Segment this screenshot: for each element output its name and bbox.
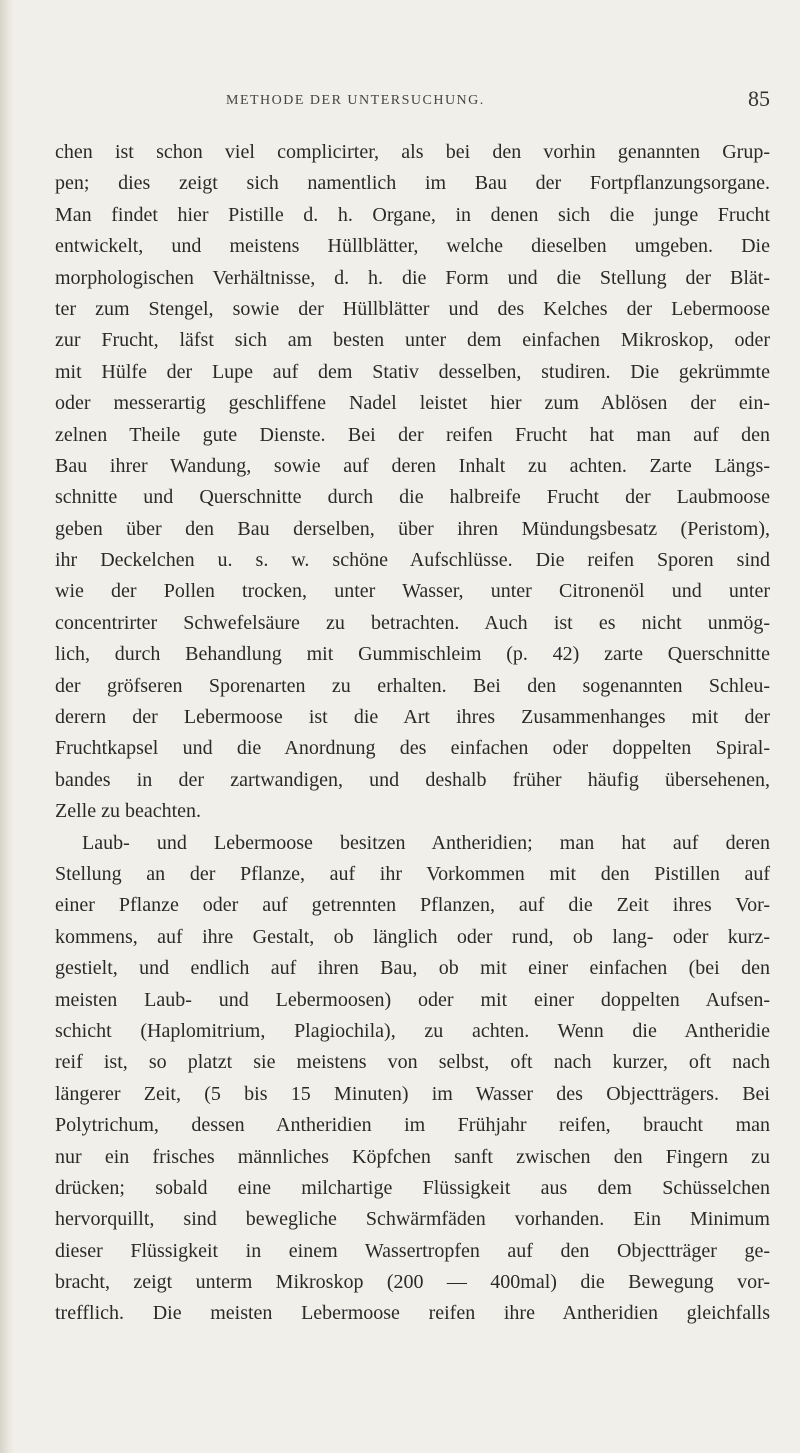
text-line: zelnen Theile gute Dienste. Bei der reifen Frucht hat man auf den <box>55 423 770 446</box>
text-line-paragraph-start: Laub- und Lebermoose besitzen Antheridien; man hat auf deren <box>82 831 770 854</box>
text-line: morphologischen Verhältnisse, d. h. die Form und die Stellung der Blät- <box>55 266 770 289</box>
text-line: drücken; sobald eine milchartige Flüssigkeit aus dem Schüsselchen <box>55 1176 770 1199</box>
text-line: Bau ihrer Wandung, sowie auf deren Inhalt zu achten. Zarte Längs- <box>55 454 770 477</box>
text-line: lich, durch Behandlung mit Gummischleim (p. 42) zarte Querschnitte <box>55 643 770 666</box>
text-line: pen; dies zeigt sich namentlich im Bau der Fortpflanzungsorgane. <box>55 172 770 195</box>
text-line: geben über den Bau derselben, über ihren Mündungsbesatz (Peristom), <box>55 517 770 540</box>
text-line: entwickelt, und meistens Hüllblätter, welche dieselben umgeben. Die <box>55 235 770 258</box>
text-line: oder messerartig geschliffene Nadel leistet hier zum Ablösen der ein- <box>55 392 770 415</box>
text-line: zur Frucht, läfst sich am besten unter dem einfachen Mikroskop, oder <box>55 329 770 352</box>
text-line: chen ist schon viel complicirter, als bei den vorhin genannten Grup- <box>55 141 770 163</box>
running-head: METHODE DER UNTERSUCHUNG. <box>226 93 485 108</box>
text-line: der gröfseren Sporenarten zu erhalten. Bei den sogenannten Schleu- <box>55 674 770 697</box>
text-line: hervorquillt, sind bewegliche Schwärmfäden vorhanden. Ein Minimum <box>55 1208 770 1231</box>
text-line: bracht, zeigt unterm Mikroskop (200 — 400mal) die Bewegung vor- <box>55 1271 770 1294</box>
body-text <box>55 137 770 1330</box>
text-line: reif ist, so platzt sie meistens von selbst, oft nach kurzer, oft nach <box>55 1051 770 1074</box>
text-line: derern der Lebermoose ist die Art ihres Zusammenhanges mit der <box>55 706 770 729</box>
text-line: schnitte und Querschnitte durch die halbreife Frucht der Laubmoose <box>55 486 770 509</box>
text-line: trefflich. Die meisten Lebermoose reifen ihre Antheridien gleichfalls <box>55 1302 770 1325</box>
text-line: mit Hülfe der Lupe auf dem Stativ desselben, studiren. Die gekrümmte <box>55 360 770 383</box>
text-line: gestielt, und endlich auf ihren Bau, ob mit einer einfachen (bei den <box>55 957 770 980</box>
page-header <box>0 86 800 116</box>
text-line: Fruchtkapsel und die Anordnung des einfachen oder doppelten Spiral- <box>55 737 770 760</box>
text-line: schicht (Haplomitrium, Plagiochila), zu achten. Wenn die Antheridie <box>55 1019 770 1042</box>
page-number: 85 <box>748 86 770 111</box>
text-line: nur ein frisches männliches Köpfchen sanft zwischen den Fingern zu <box>55 1145 770 1168</box>
text-line: ihr Deckelchen u. s. w. schöne Aufschlüsse. Die reifen Sporen sind <box>55 549 770 572</box>
text-line: dieser Flüssigkeit in einem Wassertropfen auf den Objectträger ge- <box>55 1239 770 1262</box>
page-gutter-shadow <box>0 0 14 1453</box>
text-line: Polytrichum, dessen Antheridien im Frühjahr reifen, braucht man <box>55 1114 770 1137</box>
text-line: wie der Pollen trocken, unter Wasser, unter Citronenöl und unter <box>55 580 770 603</box>
text-line: kommens, auf ihre Gestalt, ob länglich oder rund, ob lang- oder kurz- <box>55 925 770 948</box>
text-line: bandes in der zartwandigen, und deshalb früher häufig übersehenen, <box>55 768 770 791</box>
text-line: meisten Laub- und Lebermoosen) oder mit einer doppelten Aufsen- <box>55 988 770 1011</box>
text-line-paragraph-end: Zelle zu beachten. <box>55 800 202 823</box>
text-line: concentrirter Schwefelsäure zu betrachten. Auch ist es nicht unmög- <box>55 611 770 634</box>
text-line: längerer Zeit, (5 bis 15 Minuten) im Wasser des Objectträgers. Bei <box>55 1082 770 1105</box>
text-line: ter zum Stengel, sowie der Hüllblätter und des Kelches der Lebermoose <box>55 297 770 320</box>
text-line: einer Pflanze oder auf getrennten Pflanzen, auf die Zeit ihres Vor- <box>55 894 770 917</box>
text-line: Stellung an der Pflanze, auf ihr Vorkommen mit den Pistillen auf <box>55 862 770 885</box>
text-line: Man findet hier Pistille d. h. Organe, in denen sich die junge Frucht <box>55 203 770 226</box>
